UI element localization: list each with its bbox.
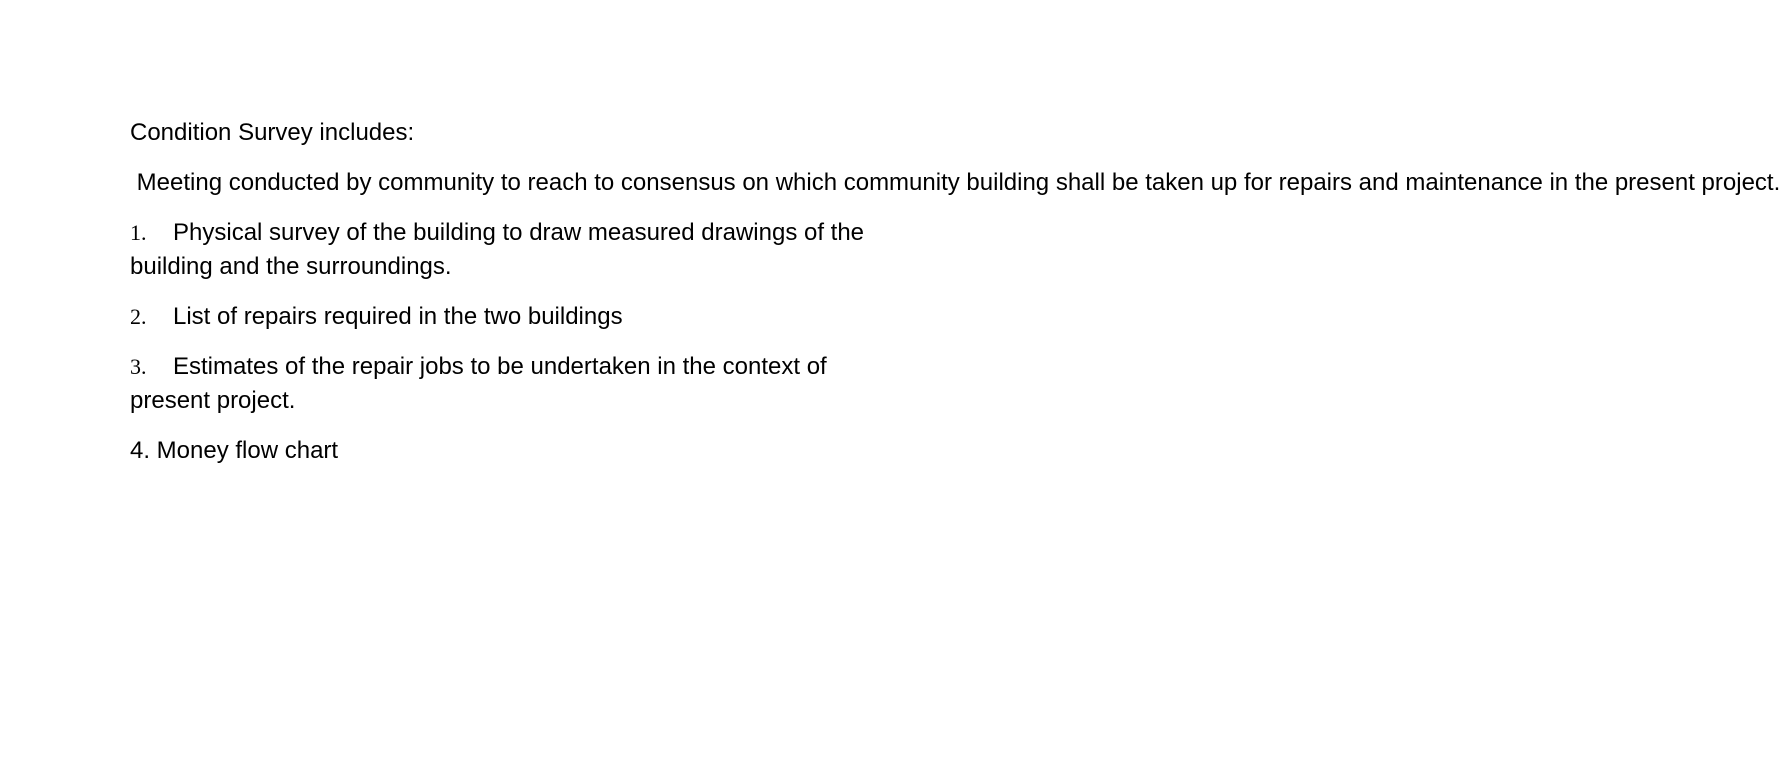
list-item-2 (130, 300, 900, 334)
slide-body (130, 116, 1780, 484)
list-item-3 (130, 350, 900, 418)
section-heading: Condition Survey includes: (130, 119, 415, 146)
list-number-2: 2. (130, 304, 147, 329)
list-text-3: Estimates of the repair jobs to be undertaken in the context of present project. (130, 353, 827, 414)
list-item-4: 4. Money flow chart (130, 437, 339, 464)
intro-text: Meeting conducted by community to reach to consensus on which community building shall be taken up for repairs and maintenance in the present project. (130, 169, 1780, 196)
list-number-3: 3. (130, 354, 147, 379)
list-item-1 (130, 216, 900, 284)
list-text-2: List of repairs required in the two buildings (173, 303, 623, 330)
list-text-1: Physical survey of the building to draw measured drawings of the building and the surroundings. (130, 219, 865, 280)
list-number-1: 1. (130, 220, 147, 245)
intro-paragraph (130, 166, 1780, 200)
